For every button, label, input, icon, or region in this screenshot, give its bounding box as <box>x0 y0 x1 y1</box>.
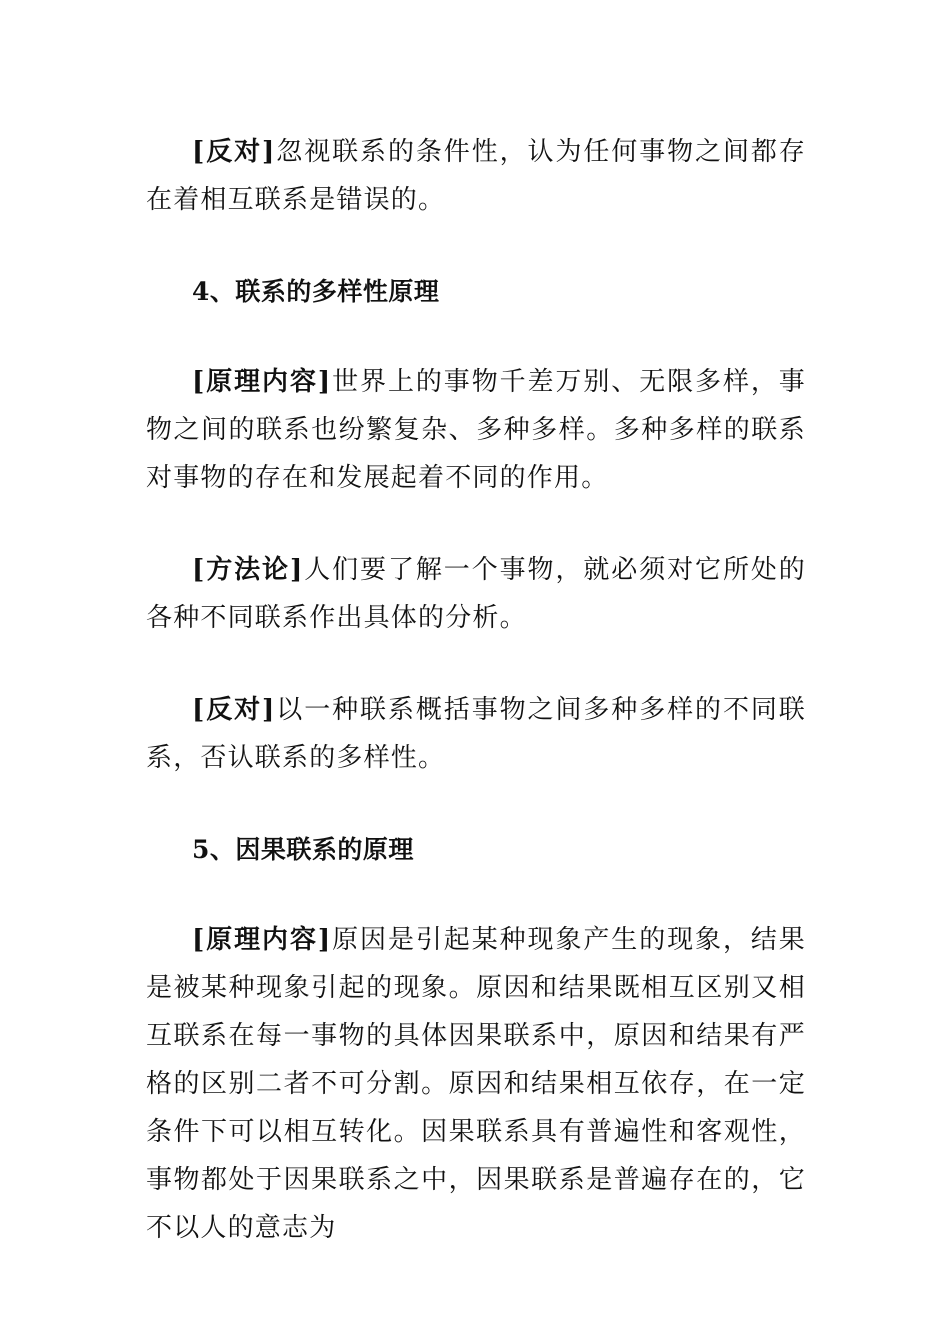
paragraph-text: 人们要了解一个事物，就必须对它所处的各种不同联系作出具体的分析。 <box>146 555 806 633</box>
section-heading-diversity: 4、联系的多样性原理 <box>192 277 440 306</box>
paragraph-causality-content <box>146 916 806 1252</box>
paragraph-text: 原因是引起某种现象产生的现象，结果是被某种现象引起的现象。原因和结果既相互区别又相互联系在每一事物的具体因果联系中，原因和结果有严格的区别二者不可分割。原因和结果相互依存，在一定条件下可以相互转化。因果联系具有普遍性和客观性，事物都处于因果联系之中，因果联系是普遍存在的，它不以人的意志为 <box>146 925 806 1243</box>
paragraph-oppose-conditionality <box>146 128 806 224</box>
section-heading-causality: 5、因果联系的原理 <box>192 835 414 864</box>
paragraph-tag: [反对] <box>192 695 276 725</box>
paragraph-tag: [反对] <box>192 137 276 167</box>
paragraph-tag: [原理内容] <box>192 925 332 955</box>
paragraph-text: 世界上的事物千差万别、无限多样，事物之间的联系也纷繁复杂、多种多样。多种多样的联系对事物的存在和发展起着不同的作用。 <box>146 367 806 493</box>
paragraph-text: 以一种联系概括事物之间多种多样的不同联系，否认联系的多样性。 <box>146 695 806 773</box>
paragraph-tag: [方法论] <box>192 555 304 585</box>
paragraph-text: 忽视联系的条件性，认为任何事物之间都存在着相互联系是错误的。 <box>146 137 806 215</box>
paragraph-diversity-content <box>146 358 806 502</box>
paragraph-tag: [原理内容] <box>192 367 332 397</box>
paragraph-diversity-methodology <box>146 546 806 642</box>
paragraph-diversity-oppose <box>146 686 806 782</box>
